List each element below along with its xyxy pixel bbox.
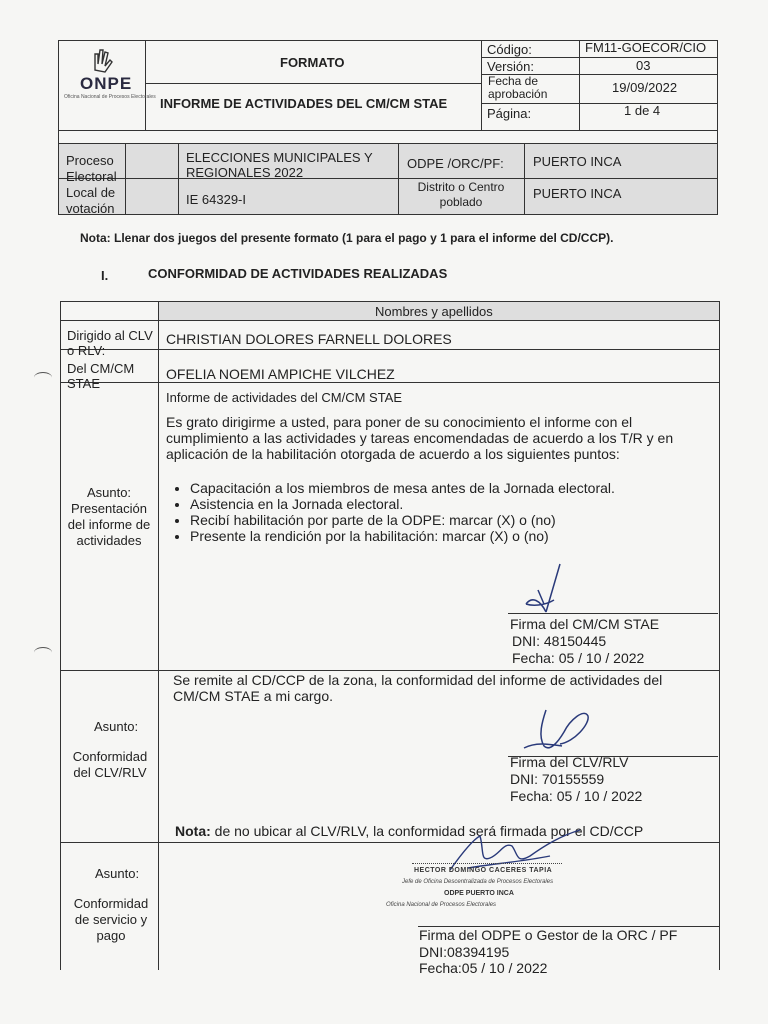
odpe-value: PUERTO INCA (533, 154, 622, 169)
table-header: Nombres y apellidos (375, 304, 493, 319)
stamp-name: HECTOR DOMINGO CACERES TAPIA (414, 867, 553, 874)
section-number: I. (101, 268, 109, 283)
version-label: Versión: (487, 59, 534, 74)
sig1-label: Firma del CM/CM STAE (510, 616, 660, 632)
sig3-fecha: Fecha:05 / 10 / 2022 (419, 960, 548, 976)
asunto2-label: Asunto: (94, 719, 139, 734)
asunto3-sublabel: Conformidad de servicio y pago (73, 896, 149, 943)
signature-clv-rlv (518, 702, 598, 760)
odpe-stamp (384, 858, 584, 920)
proceso-value: ELECCIONES MUNICIPALES Y REGIONALES 2022 (186, 150, 373, 180)
ballot-hand-icon (62, 42, 144, 76)
del-label: Del CM/CM STAE (67, 361, 135, 391)
sig1-fecha: Fecha: 05 / 10 / 2022 (512, 650, 645, 666)
stamp-line2: Jefe de Oficina Descentralizada de Procesos Electorales (402, 879, 554, 885)
onpe-logo (62, 42, 156, 102)
sig2-dni: DNI: 70155559 (510, 771, 605, 787)
pagina-value: 1 de 4 (624, 103, 661, 118)
activity-item: • Asistencia en la Jornada electoral. (190, 496, 708, 512)
stamp-line3: ODPE PUERTO INCA (444, 890, 514, 897)
stamp-line4: Oficina Nacional de Procesos Electorales (386, 902, 497, 908)
pagina-label: Página: (487, 106, 532, 121)
activity-item: • Capacitación a los miembros de mesa antes de la Jornada electoral. (190, 480, 708, 496)
section-title: CONFORMIDAD DE ACTIVIDADES REALIZADAS (148, 266, 448, 281)
nota2-bold: Nota: (175, 823, 211, 839)
logo-subtitle: Oficina Nacional de Procesos Electorales (64, 94, 156, 100)
sig2-label: Firma del CLV/RLV (510, 754, 629, 770)
odpe-label: ODPE /ORC/PF: (407, 156, 504, 171)
fecha-aprob-label: Fecha de aprobación (488, 74, 548, 101)
sig1-dni: DNI: 48150445 (512, 633, 607, 649)
logo-text: ONPE (80, 74, 133, 93)
asunto1-label: Asunto: Presentación del informe de actividades (67, 485, 151, 548)
distrito-value: PUERTO INCA (533, 186, 622, 201)
sig2-fecha: Fecha: 05 / 10 / 2022 (510, 788, 643, 804)
punch-mark (34, 647, 52, 658)
asunto3-label: Asunto: (95, 866, 140, 881)
activity-item: • Recibí habilitación por parte de la ODPE: marcar (X) o (no) (190, 512, 708, 528)
nota2-rest: de no ubicar al CLV/RLV, la conformidad será firmada por el CD/CCP (210, 823, 644, 839)
del-value: OFELIA NOEMI AMPICHE VILCHEZ (166, 366, 395, 382)
asunto1-title: Informe de actividades del CM/CM STAE (166, 390, 403, 405)
asunto2-body: Se remite al CD/CCP de la zona, la conformidad del informe de actividades del CM/CM STAE a mi cargo. (173, 672, 663, 704)
codigo-value: FM11-GOECOR/CIO (585, 40, 707, 55)
local-value: IE 64329-I (186, 192, 246, 207)
asunto1-body: Es grato dirigirme a usted, para poner de su conocimiento el informe con el cumplimiento a las actividades y tareas encomendadas de acuerdo a los T/R y en aplicación de la habilitación otorgada de acuerdo a los siguientes puntos: (166, 414, 674, 462)
doc-title: INFORME DE ACTIVIDADES DEL CM/CM STAE (160, 96, 448, 111)
nota-top: Nota: Llenar dos juegos del presente formato (1 para el pago y 1 para el informe del CD/CCP). (80, 231, 614, 245)
activity-list (168, 480, 708, 544)
fecha-aprob-value: 19/09/2022 (612, 80, 678, 95)
signature-cm-stae (510, 560, 580, 616)
dirigido-label: Dirigido al CLV o RLV: (67, 328, 153, 358)
codigo-label: Código: (487, 42, 532, 57)
activity-item: • Presente la rendición por la habilitación: marcar (X) o (no) (190, 528, 708, 544)
sig3-dni: DNI:08394195 (419, 944, 510, 960)
formato-label: FORMATO (280, 55, 345, 70)
punch-mark (34, 372, 52, 383)
version-value: 03 (636, 58, 651, 73)
local-label: Local de votación (66, 185, 116, 216)
proceso-label: Proceso Electoral (66, 153, 117, 184)
asunto2-sublabel: Conformidad del CLV/RLV (72, 749, 148, 780)
sig3-label: Firma del ODPE o Gestor de la ORC / PF (419, 927, 678, 943)
distrito-label: Distrito o Centro poblado (417, 180, 505, 209)
dirigido-value: CHRISTIAN DOLORES FARNELL DOLORES (166, 331, 452, 347)
